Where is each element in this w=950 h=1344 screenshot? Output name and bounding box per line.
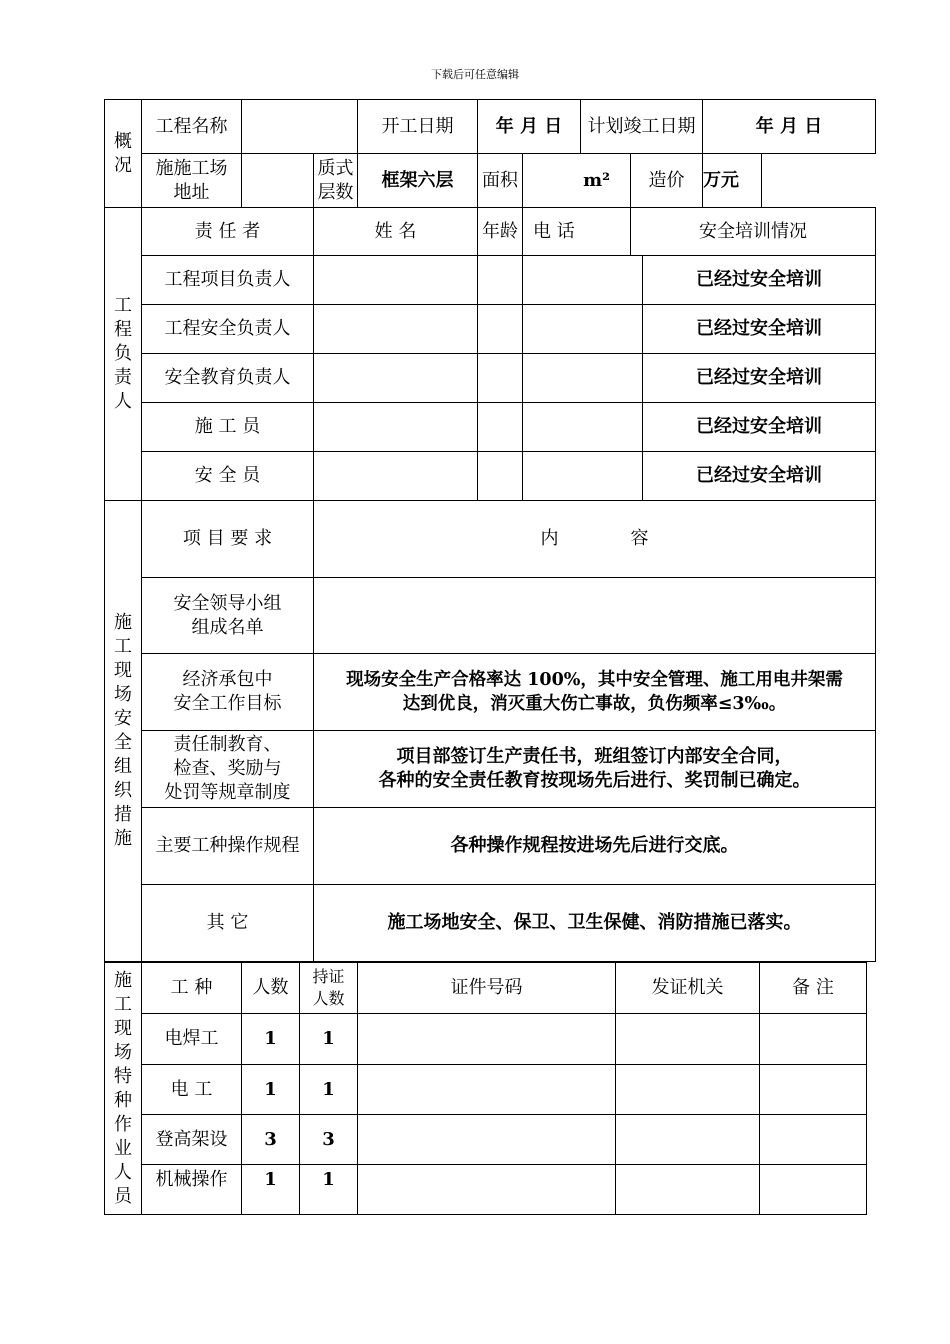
table-row [105, 1165, 867, 1215]
special-cert-no[interactable] [358, 1165, 616, 1215]
table-row [105, 403, 876, 452]
responsible-phone[interactable] [523, 354, 643, 403]
special-trade: 登高架设 [142, 1115, 242, 1165]
table-row [105, 654, 876, 731]
special-header-count: 人数 [242, 963, 300, 1014]
table-row [105, 731, 876, 808]
project-name-value[interactable] [242, 100, 358, 154]
responsible-age[interactable] [478, 354, 523, 403]
project-name-label: 工程名称 [142, 100, 242, 154]
planned-completion-value[interactable]: 年 月 日 [703, 100, 876, 154]
responsible-phone[interactable] [523, 403, 643, 452]
special-remark[interactable] [760, 1115, 867, 1165]
special-certified[interactable]: 1 [300, 1014, 358, 1065]
table-row [105, 452, 876, 501]
responsible-name[interactable] [314, 354, 478, 403]
table-row [105, 1115, 867, 1165]
table-row [105, 256, 876, 305]
safety-form-table [104, 99, 876, 962]
site-address-label: 施施工场 地址 [142, 154, 242, 208]
measures-header-item: 项 目 要 求 [142, 501, 314, 578]
special-issuer[interactable] [616, 1014, 760, 1065]
special-trade: 电 工 [142, 1065, 242, 1115]
table-row [105, 305, 876, 354]
measure-item: 其 它 [142, 885, 314, 962]
structure-floors-value[interactable]: 框架六层 [358, 154, 478, 208]
special-issuer[interactable] [616, 1065, 760, 1115]
special-certified[interactable]: 1 [300, 1065, 358, 1115]
responsible-name[interactable] [314, 256, 478, 305]
start-date-value[interactable]: 年 月 日 [478, 100, 581, 154]
responsible-header-name: 姓 名 [314, 208, 478, 256]
measure-item: 责任制教育、 检查、奖励与 处罚等规章制度 [142, 731, 314, 808]
special-issuer[interactable] [616, 1115, 760, 1165]
site-address-value[interactable] [242, 154, 314, 208]
responsible-role: 工程安全负责人 [142, 305, 314, 354]
measure-content[interactable] [314, 578, 876, 654]
responsible-header-age: 年龄 [478, 208, 523, 256]
special-remark[interactable] [760, 1014, 867, 1065]
responsible-training: 已经过安全培训 [643, 305, 876, 354]
measure-content[interactable]: 施工场地安全、保卫、卫生保健、消防措施已落实。 [314, 885, 876, 962]
responsible-phone[interactable] [523, 305, 643, 354]
special-certified[interactable]: 3 [300, 1115, 358, 1165]
measure-content[interactable]: 现场安全生产合格率达 100%，其中安全管理、施工用电井架需 达到优良，消灭重大伤亡事故，负伤频率≤3‰。 [314, 654, 876, 731]
special-remark[interactable] [760, 1165, 867, 1215]
responsible-role: 安全教育负责人 [142, 354, 314, 403]
special-header-certified: 持证 人数 [300, 963, 358, 1014]
special-certified[interactable]: 1 [300, 1165, 358, 1215]
responsible-age[interactable] [478, 256, 523, 305]
measure-content[interactable]: 各种操作规程按进场先后进行交底。 [314, 808, 876, 885]
special-remark[interactable] [760, 1065, 867, 1115]
responsible-name[interactable] [314, 452, 478, 501]
responsible-age[interactable] [478, 452, 523, 501]
responsible-role: 施 工 员 [142, 403, 314, 452]
table-row [105, 1065, 867, 1115]
responsible-header-phone: 电 话 [523, 208, 631, 256]
start-date-label: 开工日期 [358, 100, 478, 154]
measures-section-label: 施工现场安全组织措施 [105, 501, 142, 962]
responsible-role: 安 全 员 [142, 452, 314, 501]
responsible-training: 已经过安全培训 [643, 403, 876, 452]
special-cert-no[interactable] [358, 1014, 616, 1065]
responsible-header-role: 责 任 者 [142, 208, 314, 256]
special-count[interactable]: 1 [242, 1165, 300, 1215]
responsible-phone[interactable] [523, 256, 643, 305]
measures-header-content: 内 容 [314, 501, 876, 578]
table-row [105, 1014, 867, 1065]
table-row [105, 578, 876, 654]
area-value[interactable]: m² [523, 154, 631, 208]
table-row [105, 354, 876, 403]
planned-completion-label: 计划竣工日期 [581, 100, 703, 154]
special-header-trade: 工 种 [142, 963, 242, 1014]
special-header-remark: 备 注 [760, 963, 867, 1014]
special-header-issuer: 发证机关 [616, 963, 760, 1014]
structure-floors-label: 质式 层数 [314, 154, 358, 208]
responsible-role: 工程项目负责人 [142, 256, 314, 305]
area-label: 面积 [478, 154, 523, 208]
measure-item: 主要工种操作规程 [142, 808, 314, 885]
responsible-name[interactable] [314, 403, 478, 452]
header-note: 下载后可任意编辑 [431, 68, 519, 81]
responsible-phone[interactable] [523, 452, 643, 501]
responsible-header-training: 安全培训情况 [631, 208, 876, 256]
cost-value[interactable]: 万元 [703, 154, 762, 208]
special-trade: 机械操作 [142, 1165, 242, 1215]
responsible-name[interactable] [314, 305, 478, 354]
special-issuer[interactable] [616, 1165, 760, 1215]
responsible-training: 已经过安全培训 [643, 354, 876, 403]
cost-label: 造价 [631, 154, 703, 208]
responsible-age[interactable] [478, 305, 523, 354]
special-count[interactable]: 1 [242, 1065, 300, 1115]
special-workers-table [104, 962, 867, 1215]
measure-item: 安全领导小组 组成名单 [142, 578, 314, 654]
special-count[interactable]: 1 [242, 1014, 300, 1065]
special-trade: 电焊工 [142, 1014, 242, 1065]
responsible-section-label: 工程负责人 [105, 208, 142, 501]
special-cert-no[interactable] [358, 1065, 616, 1115]
measure-content[interactable]: 项目部签订生产责任书，班组签订内部安全合同， 各种的安全责任教育按现场先后进行、奖罚制已确定。 [314, 731, 876, 808]
table-row [105, 885, 876, 962]
special-count[interactable]: 3 [242, 1115, 300, 1165]
table-row [105, 808, 876, 885]
measure-item: 经济承包中 安全工作目标 [142, 654, 314, 731]
responsible-age[interactable] [478, 403, 523, 452]
overview-section-label: 概况 [105, 100, 142, 208]
special-workers-section-label: 施工现场特种作业人员 [105, 963, 142, 1215]
responsible-training: 已经过安全培训 [643, 256, 876, 305]
special-cert-no[interactable] [358, 1115, 616, 1165]
responsible-training: 已经过安全培训 [643, 452, 876, 501]
special-header-cert-no: 证件号码 [358, 963, 616, 1014]
